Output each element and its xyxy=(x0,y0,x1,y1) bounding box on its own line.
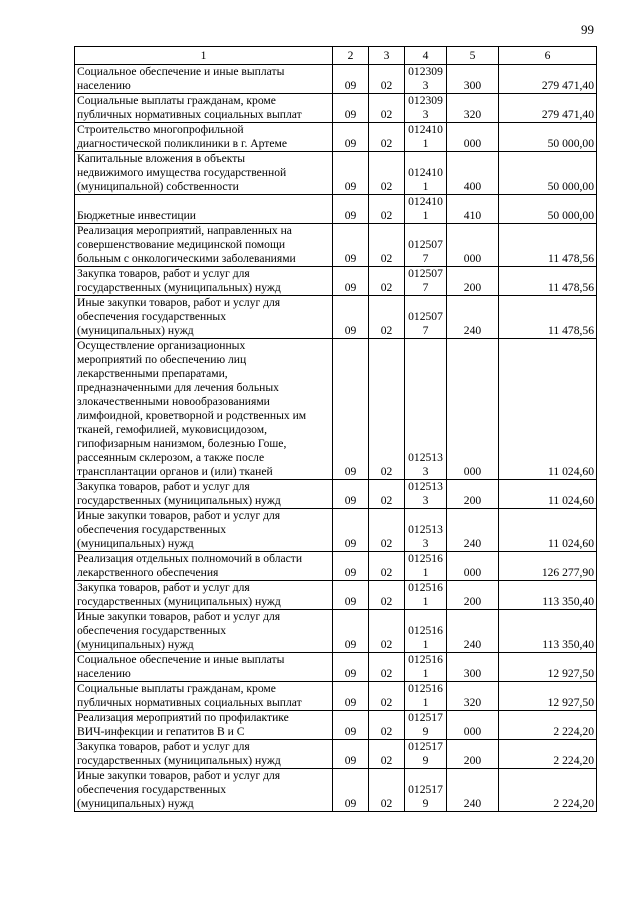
column-header-3: 3 xyxy=(369,47,405,65)
row-subsection-cell: 02 xyxy=(369,480,405,509)
row-target-code-cell: 012513 3 xyxy=(405,339,447,480)
row-section-cell: 09 xyxy=(333,552,369,581)
row-amount-cell: 12 927,50 xyxy=(499,682,597,711)
row-amount-cell: 11 024,60 xyxy=(499,339,597,480)
table-row xyxy=(75,552,597,581)
row-expense-type-cell: 000 xyxy=(447,224,499,267)
row-name-cell: Закупка товаров, работ и услуг для государственных (муниципальных) нужд xyxy=(75,267,333,296)
row-target-code-cell: 012516 1 xyxy=(405,552,447,581)
column-header-6: 6 xyxy=(499,47,597,65)
row-target-code-cell: 012309 3 xyxy=(405,65,447,94)
row-target-code-cell: 012507 7 xyxy=(405,224,447,267)
table-row xyxy=(75,339,597,480)
table-row xyxy=(75,509,597,552)
row-expense-type-cell: 400 xyxy=(447,152,499,195)
row-section-cell: 09 xyxy=(333,682,369,711)
table-row xyxy=(75,94,597,123)
row-name-cell: Социальные выплаты гражданам, кроме публичных нормативных социальных выплат xyxy=(75,94,333,123)
row-subsection-cell: 02 xyxy=(369,296,405,339)
row-section-cell: 09 xyxy=(333,224,369,267)
row-name-cell: Иные закупки товаров, работ и услуг для обеспечения государственных (муниципальных) нужд xyxy=(75,769,333,812)
row-subsection-cell: 02 xyxy=(369,152,405,195)
column-header-5: 5 xyxy=(447,47,499,65)
row-section-cell: 09 xyxy=(333,123,369,152)
table-row xyxy=(75,224,597,267)
row-subsection-cell: 02 xyxy=(369,195,405,224)
row-section-cell: 09 xyxy=(333,339,369,480)
row-target-code-cell: 012513 3 xyxy=(405,509,447,552)
row-subsection-cell: 02 xyxy=(369,123,405,152)
row-amount-cell: 2 224,20 xyxy=(499,740,597,769)
row-target-code-cell: 012507 7 xyxy=(405,267,447,296)
row-expense-type-cell: 000 xyxy=(447,123,499,152)
row-expense-type-cell: 240 xyxy=(447,610,499,653)
table-row xyxy=(75,152,597,195)
row-subsection-cell: 02 xyxy=(369,653,405,682)
table-row xyxy=(75,740,597,769)
row-section-cell: 09 xyxy=(333,610,369,653)
row-subsection-cell: 02 xyxy=(369,610,405,653)
row-section-cell: 09 xyxy=(333,711,369,740)
row-subsection-cell: 02 xyxy=(369,509,405,552)
column-header-4: 4 xyxy=(405,47,447,65)
table-row xyxy=(75,195,597,224)
table-row xyxy=(75,581,597,610)
row-expense-type-cell: 300 xyxy=(447,653,499,682)
table-body xyxy=(75,65,597,812)
row-name-cell: Строительство многопрофильной диагностической поликлиники в г. Артеме xyxy=(75,123,333,152)
row-amount-cell: 279 471,40 xyxy=(499,65,597,94)
row-section-cell: 09 xyxy=(333,65,369,94)
row-section-cell: 09 xyxy=(333,195,369,224)
row-expense-type-cell: 410 xyxy=(447,195,499,224)
row-section-cell: 09 xyxy=(333,480,369,509)
row-expense-type-cell: 300 xyxy=(447,65,499,94)
row-amount-cell: 50 000,00 xyxy=(499,152,597,195)
row-amount-cell: 2 224,20 xyxy=(499,711,597,740)
row-subsection-cell: 02 xyxy=(369,581,405,610)
row-name-cell: Закупка товаров, работ и услуг для государственных (муниципальных) нужд xyxy=(75,581,333,610)
table-row xyxy=(75,65,597,94)
row-amount-cell: 50 000,00 xyxy=(499,195,597,224)
row-target-code-cell: 012516 1 xyxy=(405,682,447,711)
row-section-cell: 09 xyxy=(333,267,369,296)
row-target-code-cell: 012309 3 xyxy=(405,94,447,123)
row-subsection-cell: 02 xyxy=(369,711,405,740)
row-subsection-cell: 02 xyxy=(369,339,405,480)
row-name-cell: Закупка товаров, работ и услуг для государственных (муниципальных) нужд xyxy=(75,480,333,509)
row-subsection-cell: 02 xyxy=(369,769,405,812)
row-expense-type-cell: 000 xyxy=(447,339,499,480)
row-name-cell: Иные закупки товаров, работ и услуг для обеспечения государственных (муниципальных) нужд xyxy=(75,610,333,653)
row-expense-type-cell: 240 xyxy=(447,509,499,552)
row-target-code-cell: 012516 1 xyxy=(405,610,447,653)
table-row xyxy=(75,480,597,509)
header-row xyxy=(75,47,597,65)
row-expense-type-cell: 200 xyxy=(447,740,499,769)
row-expense-type-cell: 200 xyxy=(447,581,499,610)
row-expense-type-cell: 000 xyxy=(447,711,499,740)
table-row xyxy=(75,296,597,339)
row-subsection-cell: 02 xyxy=(369,94,405,123)
row-name-cell: Иные закупки товаров, работ и услуг для обеспечения государственных (муниципальных) нужд xyxy=(75,509,333,552)
row-target-code-cell: 012517 9 xyxy=(405,711,447,740)
table-row xyxy=(75,123,597,152)
row-amount-cell: 113 350,40 xyxy=(499,610,597,653)
row-subsection-cell: 02 xyxy=(369,65,405,94)
column-header-2: 2 xyxy=(333,47,369,65)
budget-table xyxy=(74,46,597,812)
row-amount-cell: 113 350,40 xyxy=(499,581,597,610)
row-amount-cell: 279 471,40 xyxy=(499,94,597,123)
row-expense-type-cell: 000 xyxy=(447,552,499,581)
row-name-cell: Реализация отдельных полномочий в области лекарственного обеспечения xyxy=(75,552,333,581)
table-row xyxy=(75,769,597,812)
row-name-cell: Капитальные вложения в объекты недвижимого имущества государственной (муниципальной) собственности xyxy=(75,152,333,195)
row-expense-type-cell: 320 xyxy=(447,94,499,123)
row-amount-cell: 11 024,60 xyxy=(499,480,597,509)
row-amount-cell: 2 224,20 xyxy=(499,769,597,812)
table-row xyxy=(75,610,597,653)
row-expense-type-cell: 240 xyxy=(447,296,499,339)
row-subsection-cell: 02 xyxy=(369,740,405,769)
row-target-code-cell: 012410 1 xyxy=(405,152,447,195)
row-expense-type-cell: 240 xyxy=(447,769,499,812)
row-section-cell: 09 xyxy=(333,296,369,339)
row-amount-cell: 12 927,50 xyxy=(499,653,597,682)
row-amount-cell: 11 024,60 xyxy=(499,509,597,552)
row-target-code-cell: 012516 1 xyxy=(405,581,447,610)
row-target-code-cell: 012507 7 xyxy=(405,296,447,339)
row-expense-type-cell: 200 xyxy=(447,480,499,509)
table-header xyxy=(75,47,597,65)
row-amount-cell: 11 478,56 xyxy=(499,224,597,267)
row-target-code-cell: 012517 9 xyxy=(405,769,447,812)
row-name-cell: Закупка товаров, работ и услуг для государственных (муниципальных) нужд xyxy=(75,740,333,769)
row-name-cell: Социальное обеспечение и иные выплаты населению xyxy=(75,65,333,94)
row-target-code-cell: 012517 9 xyxy=(405,740,447,769)
table-row xyxy=(75,711,597,740)
row-target-code-cell: 012513 3 xyxy=(405,480,447,509)
row-section-cell: 09 xyxy=(333,740,369,769)
row-expense-type-cell: 200 xyxy=(447,267,499,296)
row-section-cell: 09 xyxy=(333,509,369,552)
row-subsection-cell: 02 xyxy=(369,552,405,581)
row-amount-cell: 50 000,00 xyxy=(499,123,597,152)
row-subsection-cell: 02 xyxy=(369,224,405,267)
table-row xyxy=(75,653,597,682)
row-target-code-cell: 012516 1 xyxy=(405,653,447,682)
row-section-cell: 09 xyxy=(333,581,369,610)
row-name-cell: Иные закупки товаров, работ и услуг для обеспечения государственных (муниципальных) нужд xyxy=(75,296,333,339)
row-subsection-cell: 02 xyxy=(369,267,405,296)
row-subsection-cell: 02 xyxy=(369,682,405,711)
row-target-code-cell: 012410 1 xyxy=(405,195,447,224)
table-row xyxy=(75,682,597,711)
row-section-cell: 09 xyxy=(333,769,369,812)
table-row xyxy=(75,267,597,296)
row-amount-cell: 126 277,90 xyxy=(499,552,597,581)
row-amount-cell: 11 478,56 xyxy=(499,267,597,296)
row-name-cell: Бюджетные инвестиции xyxy=(75,195,333,224)
row-section-cell: 09 xyxy=(333,94,369,123)
row-expense-type-cell: 320 xyxy=(447,682,499,711)
row-name-cell: Реализация мероприятий, направленных на совершенствование медицинской помощи больным с онкологическими заболеваниями xyxy=(75,224,333,267)
row-section-cell: 09 xyxy=(333,152,369,195)
row-section-cell: 09 xyxy=(333,653,369,682)
column-header-1: 1 xyxy=(75,47,333,65)
row-name-cell: Реализация мероприятий по профилактике ВИЧ-инфекции и гепатитов В и С xyxy=(75,711,333,740)
row-name-cell: Осуществление организационных мероприятий по обеспечению лиц лекарственными препаратами, предназначенными для лечения больных злокачественными новообразованиями лимфоидной, кроветворной и родственных им тканей, гемофилией, муковисцидозом, гипофизарным нанизмом, болезнью Гоше, рассеянным склерозом, а также после трансплантации органов и (или) тканей xyxy=(75,339,333,480)
row-name-cell: Социальные выплаты гражданам, кроме публичных нормативных социальных выплат xyxy=(75,682,333,711)
row-name-cell: Социальное обеспечение и иные выплаты населению xyxy=(75,653,333,682)
page-number: 99 xyxy=(581,22,594,37)
row-target-code-cell: 012410 1 xyxy=(405,123,447,152)
row-amount-cell: 11 478,56 xyxy=(499,296,597,339)
